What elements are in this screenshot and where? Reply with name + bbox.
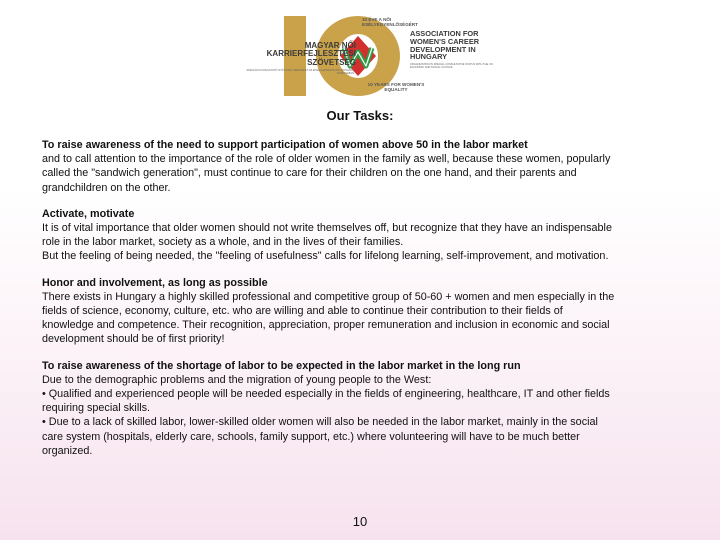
- paragraph-line: development should be of first priority!: [42, 333, 225, 346]
- paragraph-line: requiring special skills.: [42, 402, 151, 415]
- task-section-honor: [42, 276, 684, 347]
- paragraph-line: knowledge and competence. Their recognition, appreciation, proper remuneration and inclusion in economic and social: [42, 319, 610, 332]
- logo-anniversary-en: 10 YEARS FOR WOMEN'S EQUALITY: [367, 82, 425, 92]
- paragraph-line: and to call attention to the importance of the role of older women in the family as well, because these women, popularly: [42, 153, 611, 166]
- logo-name-hu: MAGYAR NŐI KARRIERFEJLESZTÉSI SZÖVETSÉG: [266, 41, 356, 67]
- paragraph-line: There exists in Hungary a highly skilled professional and competitive group of 50-60 + women and men especially in the: [42, 290, 615, 303]
- logo-status-en: ORGANIZATION IN SPECIAL CONSULTATIVE STATUS WITH THE UN ECONOMIC AND SOCIAL COUNCIL: [410, 63, 493, 69]
- page-number: 10: [352, 514, 368, 529]
- tasks-content: [42, 138, 684, 470]
- task-section-labor-shortage: [42, 359, 684, 458]
- logo-anniversary-hu: 10 ÉVE A NŐI ESÉLYEGYENLŐSÉGÉRT: [362, 17, 418, 27]
- logo-status-hu: SPECIÁLIS KONZULTATÍV STÁTUSZÚ SZERVEZET AZ ENSZ GAZDASÁGI ÉS SZOCIÁLIS TANÁCSÁBAN: [246, 69, 354, 75]
- paragraph-line: But the feeling of being needed, the "feeling of usefulness" calls for lifelong learning, self-improvement, and motivation.: [42, 250, 609, 263]
- page-title: Our Tasks:: [326, 108, 394, 123]
- bullet-line: • Qualified and experienced people will be needed especially in the fields of engineering, healthcare, IT and other fields: [42, 388, 610, 401]
- bullet-line: • Due to a lack of skilled labor, lower-skilled older women will also be needed in the labor market, mainly in the social: [42, 416, 598, 429]
- paragraph-line: fields of science, economy, culture, etc. who are willing and able to continue their contribution to their fields of: [42, 305, 563, 318]
- association-logo: [230, 12, 493, 98]
- task-section-awareness-50: [42, 138, 684, 195]
- section-heading: Honor and involvement, as long as possible: [42, 276, 268, 289]
- paragraph-line: role in the labor market, society as a whole, and in the lives of their families.: [42, 236, 404, 249]
- paragraph-line: Due to the demographic problems and the migration of young people to the West:: [42, 373, 432, 386]
- paragraph-line: organized.: [42, 444, 93, 457]
- section-heading: Activate, motivate: [42, 207, 135, 220]
- paragraph-line: grandchildren on the other.: [42, 181, 171, 194]
- section-heading: To raise awareness of the need to support participation of women above 50 in the labor market: [42, 139, 528, 151]
- paragraph-line: It is of vital importance that older women should not write themselves off, but recognize that they have an indispensable: [42, 222, 612, 235]
- section-heading: To raise awareness of the shortage of labor to be expected in the labor market in the long run: [42, 359, 521, 372]
- paragraph-line: called the "sandwich generation", must continue to care for their children on the one hand, and their parents and: [42, 167, 577, 180]
- paragraph-line: care system (hospitals, elderly care, schools, family support, etc.) where volunteering will have to be much better: [42, 430, 580, 443]
- logo-name-en: ASSOCIATION FOR WOMEN'S CAREER DEVELOPMENT IN HUNGARY: [410, 29, 480, 62]
- task-section-activate: [42, 207, 684, 264]
